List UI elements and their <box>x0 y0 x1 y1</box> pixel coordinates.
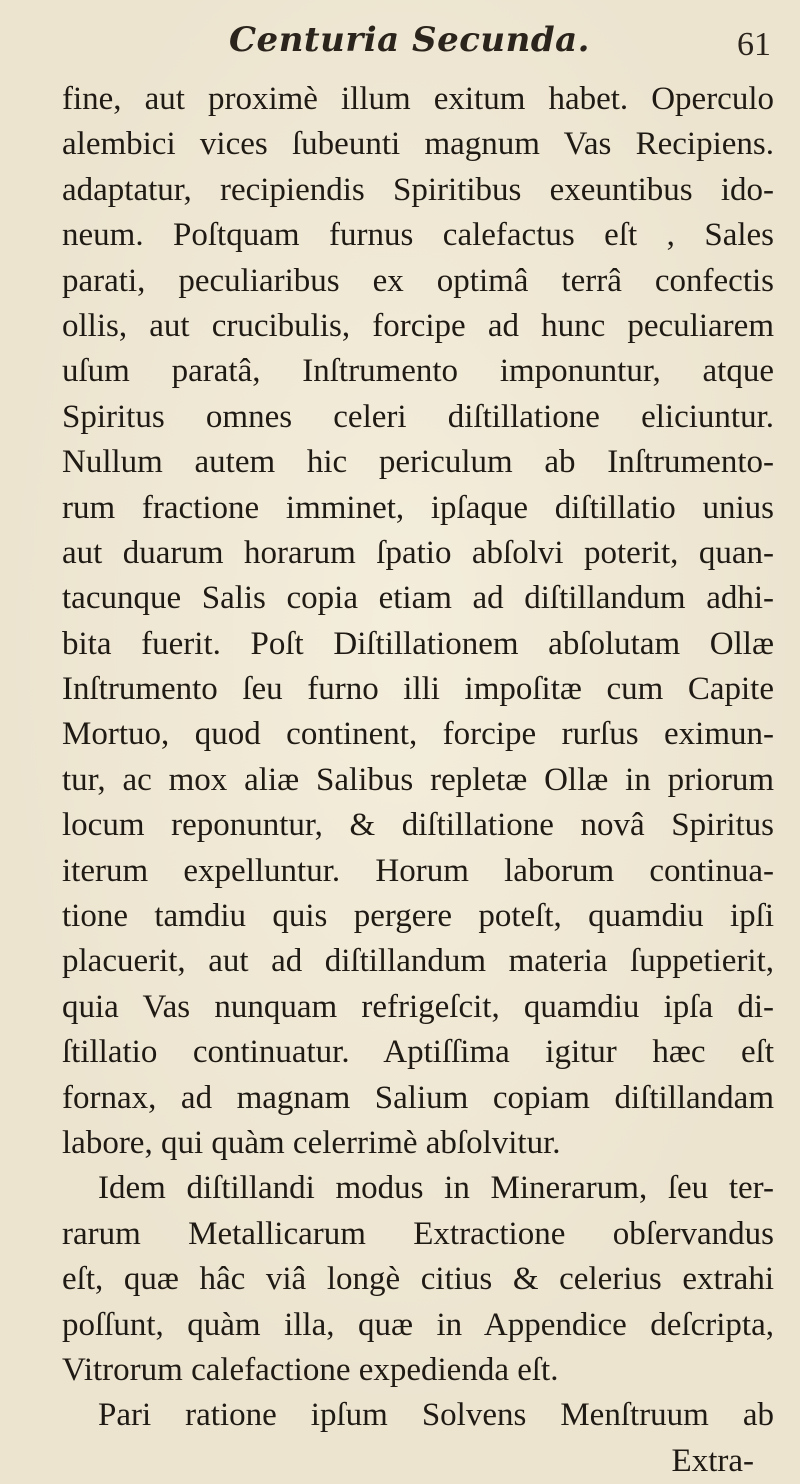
text-line: poſſunt, quàm illa, quæ in Appendice deſcripta, <box>62 1306 774 1343</box>
text-line: labore, qui quàm celerrimè abſolvitur. <box>62 1124 561 1161</box>
text-line: quia Vas nunquam refrigeſcit, quamdiu ipſa di- <box>62 988 774 1025</box>
text-line: eſt, quæ hâc viâ longè citius & celerius extrahi <box>62 1261 774 1298</box>
text-line: tur, ac mox aliæ Salibus repletæ Ollæ in priorum <box>62 761 774 798</box>
text-line: placuerit, aut ad diſtillandum materia ſuppetierit, <box>62 943 774 980</box>
text-line: rarum Metallicarum Extractione obſervandus <box>62 1215 774 1252</box>
text-line: Inſtrumento ſeu furno illi impoſitæ cum Capite <box>62 671 774 708</box>
text-line: neum. Poſtquam furnus calefactus eſt , Sales <box>62 217 774 254</box>
running-title: Centuria Secunda. <box>229 20 591 60</box>
text-line: Mortuo, quod continent, forcipe rurſus eximun- <box>62 716 774 753</box>
running-head <box>0 14 800 64</box>
body-text <box>62 77 774 1484</box>
text-line: alembici vices ſubeunti magnum Vas Recipiens. <box>62 126 774 163</box>
text-line: ollis, aut crucibulis, forcipe ad hunc peculiarem <box>62 307 774 344</box>
text-line: Nullum autem hic periculum ab Inſtrumento- <box>62 444 774 481</box>
text-line: fornax, ad magnam Salium copiam diſtillandam <box>62 1079 774 1116</box>
text-line: locum reponuntur, & diſtillatione novâ Spiritus <box>62 807 774 844</box>
text-line: Pari ratione ipſum Solvens Menſtruum ab <box>98 1397 774 1434</box>
text-line: fine, aut proximè illum exitum habet. Operculo <box>62 81 774 117</box>
text-line: tione tamdiu quis pergere poteſt, quamdiu ipſi <box>62 898 774 935</box>
text-line: tacunque Salis copia etiam ad diſtillandum adhi- <box>62 580 774 617</box>
text-line: iterum expelluntur. Horum laborum continua- <box>62 852 774 889</box>
text-line: parati, peculiaribus ex optimâ terrâ confectis <box>62 262 774 299</box>
text-line: Vitrorum calefactione expedienda eſt. <box>62 1351 559 1388</box>
text-line: rum fractione imminet, ipſaque diſtillatio unius <box>62 489 774 526</box>
text-line: adaptatur, recipiendis Spiritibus exeuntibus ido- <box>62 171 774 208</box>
text-line: Spiritus omnes celeri diſtillatione eliciuntur. <box>62 398 774 435</box>
text-line: bita fuerit. Poſt Diſtillationem abſolutam Ollæ <box>62 625 774 662</box>
page-number: 61 <box>737 26 771 63</box>
text-line: Idem diſtillandi modus in Minerarum, ſeu ter- <box>98 1170 774 1207</box>
text-line: aut duarum horarum ſpatio abſolvi poterit, quan- <box>62 534 774 571</box>
catchword: Extra- <box>671 1442 754 1479</box>
text-line: uſum paratâ, Inſtrumento imponuntur, atque <box>62 353 774 390</box>
text-line: ſtillatio continuatur. Aptiſſima igitur hæc eſt <box>62 1034 774 1071</box>
